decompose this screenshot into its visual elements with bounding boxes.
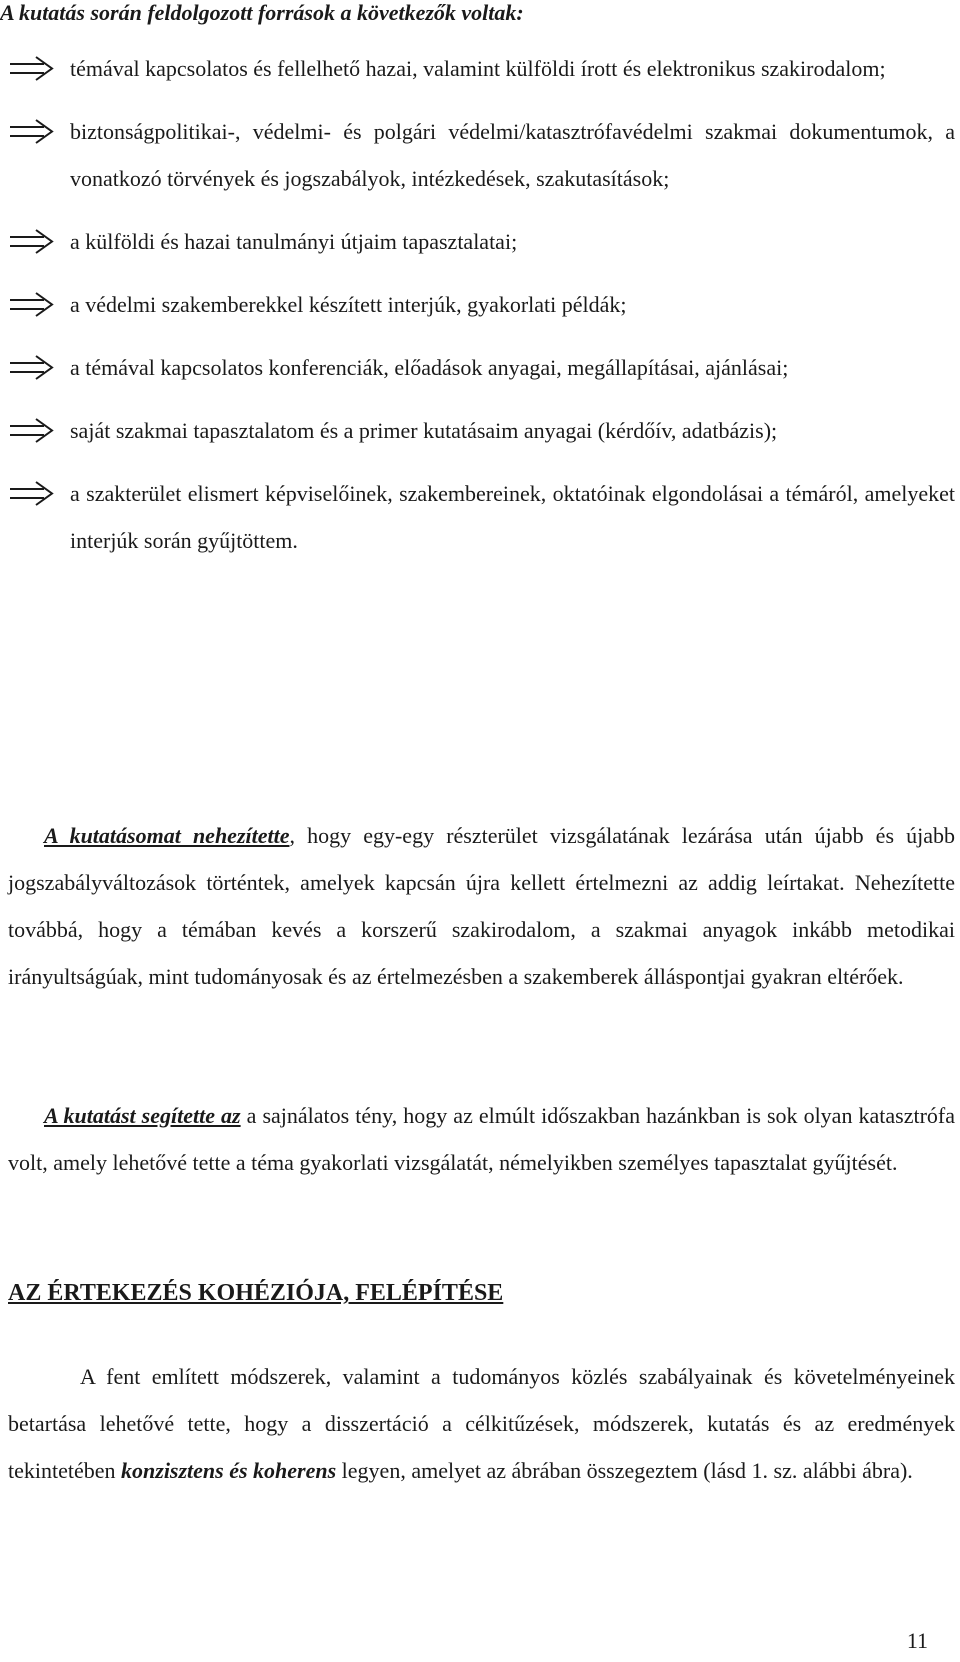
support-lead: A kutatást segítette az [44, 1103, 241, 1128]
double-arrow-right-icon [8, 344, 58, 391]
double-arrow-right-icon [8, 470, 58, 517]
list-item-text: a védelmi szakemberekkel készített interjúk, gyakorlati példák; [70, 292, 627, 317]
list-item-text: saját szakmai tapasztalatom és a primer kutatásaim anyagai (kérdőív, adatbázis); [70, 418, 778, 443]
list-item [0, 45, 955, 92]
list-item [0, 281, 955, 328]
section-title: AZ ÉRTEKEZÉS KOHÉZIÓJA, FELÉPÍTÉSE [8, 1280, 504, 1306]
page-number: 11 [906, 1628, 928, 1653]
list-item-text: a külföldi és hazai tanulmányi útjaim tapasztalatai; [70, 229, 518, 254]
double-arrow-right-icon [8, 45, 58, 92]
structure-text-after: legyen, amelyet az ábrában összegeztem (lásd 1. sz. alábbi ábra). [336, 1458, 913, 1483]
support-text: a sajnálatos tény, hogy az elmúlt időszakban hazánkban is sok olyan katasztrófa volt, amely lehetővé tette a téma gyakorlati vizsgálatát, némelyikben személyes tapasztalat gyűjtését. [8, 1103, 955, 1175]
list-item [0, 218, 955, 265]
list-item-text: biztonságpolitikai-, védelmi- és polgári védelmi/katasztrófavédelmi szakmai dokumentumok, a vonatkozó törvények és jogszabályok, intézkedések, szakutasítások; [70, 119, 955, 191]
structure-text-before: A fent említett módszerek, valamint a tudományos közlés szabályainak és követelményeinek betartása lehetővé tette, hogy a disszertáció a célkitűzések, módszerek, kutatás és az eredmények tekintetében [8, 1364, 955, 1483]
double-arrow-right-icon [8, 108, 58, 155]
list-item [0, 108, 955, 202]
list-item-text: a témával kapcsolatos konferenciák, előadások anyagai, megállapításai, ajánlásai; [70, 355, 789, 380]
list-item [0, 407, 955, 454]
list-item-text: témával kapcsolatos és fellelhető hazai, valamint külföldi írott és elektronikus szakirodalom; [70, 56, 886, 81]
double-arrow-right-icon [8, 281, 58, 328]
difficulties-lead: A kutatásomat nehezítette [44, 823, 290, 848]
support-paragraph [8, 1092, 955, 1186]
structure-emphasis: konzisztens és koherens [121, 1458, 337, 1483]
sources-list [0, 45, 955, 580]
difficulties-text: , hogy egy-egy részterület vizsgálatának lezárása után újabb és újabb jogszabályváltozások történtek, amelyek kapcsán újra kellett értelmezni az addig leírtakat. Nehezítette továbbá, hogy a témában kevés a korszerű szakirodalom, a szakmai anyagok inkább metodikai irányultságúak, mint tudományosak és az értelmezésben a szakemberek álláspontjai gyakran eltérőek. [8, 823, 955, 989]
double-arrow-right-icon [8, 218, 58, 265]
double-arrow-right-icon [8, 407, 58, 454]
difficulties-paragraph [8, 812, 955, 1000]
sources-heading: A kutatás során feldolgozott források a következők voltak: [0, 0, 524, 25]
list-item [0, 344, 955, 391]
list-item-text: a szakterület elismert képviselőinek, szakembereinek, oktatóinak elgondolásai a témáról, amelyeket interjúk során gyűjtöttem. [70, 481, 955, 553]
structure-paragraph [8, 1353, 955, 1494]
list-item [0, 470, 955, 564]
